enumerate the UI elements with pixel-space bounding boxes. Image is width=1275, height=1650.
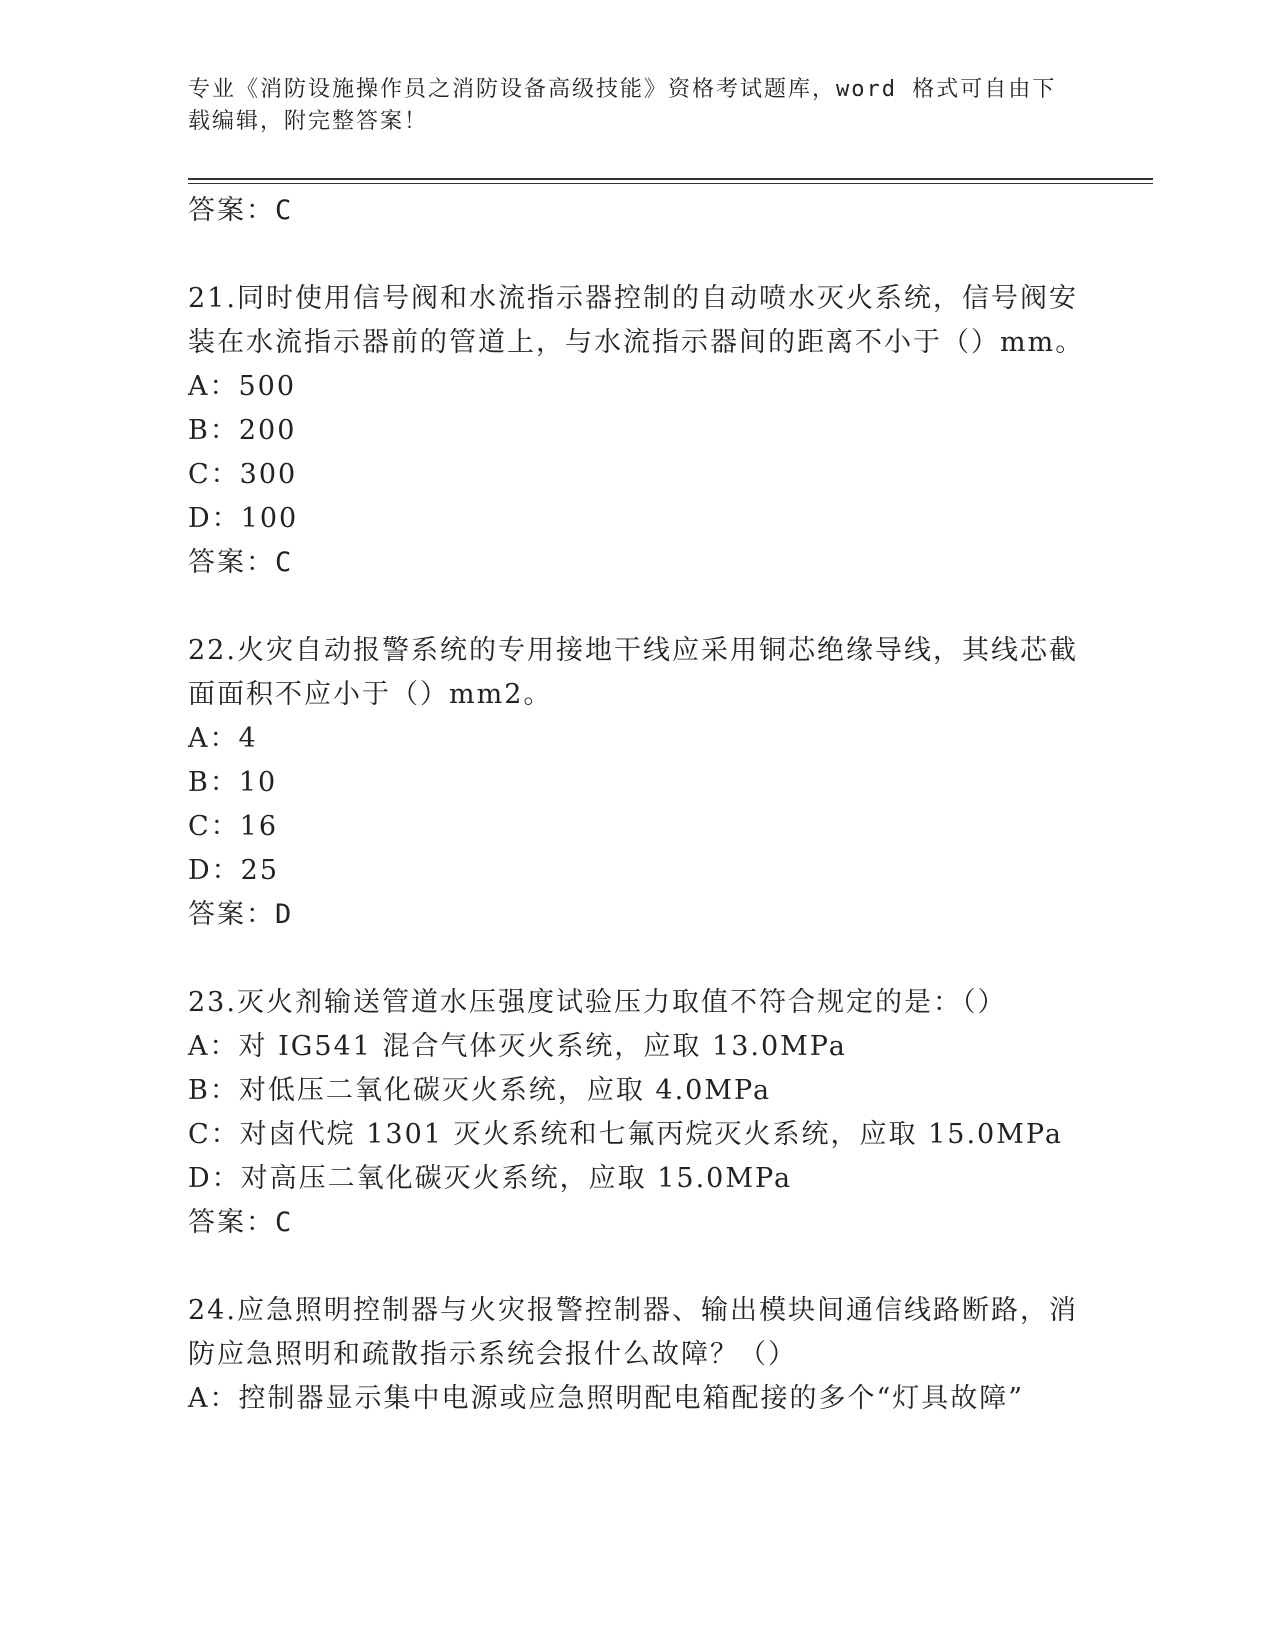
q23-option-a: A：对 IG541 混合气体灭火系统，应取 13.0MPa <box>188 1031 847 1062</box>
previous-answer: 答案：C <box>188 195 294 226</box>
q22-option-c: C：16 <box>188 811 279 842</box>
q21-answer: 答案：C <box>188 547 294 578</box>
q23-answer: 答案：C <box>188 1207 294 1238</box>
q22-option-d: D：25 <box>188 855 280 886</box>
q21-stem-line-2: 装在水流指示器前的管道上，与水流指示器间的距离不小于（）mm。 <box>188 327 1085 358</box>
q21-option-b: B：200 <box>188 415 297 446</box>
header-line-2: 载编辑，附完整答案！ <box>188 109 429 134</box>
q24-stem-line-1: 24.应急照明控制器与火灾报警控制器、输出模块间通信线路断路，消 <box>188 1295 1078 1326</box>
q22-answer: 答案：D <box>188 899 294 930</box>
header-line-1: 专业《消防设施操作员之消防设备高级技能》资格考试题库，word 格式可自由下 <box>188 77 1057 102</box>
q21-option-a: A：500 <box>188 371 297 402</box>
q23-option-b: B：对低压二氧化碳灭火系统，应取 4.0MPa <box>188 1075 772 1106</box>
q24-option-a: A：控制器显示集中电源或应急照明配电箱配接的多个“灯具故障” <box>188 1383 1025 1414</box>
header-rule-thin <box>188 183 1153 184</box>
q22-stem-line-1: 22.火灾自动报警系统的专用接地干线应采用铜芯绝缘导线，其线芯截 <box>188 635 1078 666</box>
q22-stem-line-2: 面面积不应小于（）mm2。 <box>188 679 553 710</box>
q23-option-d: D：对高压二氧化碳灭火系统，应取 15.0MPa <box>188 1163 793 1194</box>
header-rule-thick <box>188 178 1153 180</box>
q21-stem-line-1: 21.同时使用信号阀和水流指示器控制的自动喷水灭火系统，信号阀安 <box>188 283 1078 314</box>
q23-option-c: C：对卤代烷 1301 灭火系统和七氟丙烷灭火系统，应取 15.0MPa <box>188 1119 1063 1150</box>
q24-stem-line-2: 防应急照明和疏散指示系统会报什么故障？（） <box>188 1339 797 1370</box>
q22-option-a: A：4 <box>188 723 258 754</box>
q23-stem-line-1: 23.灭火剂输送管道水压强度试验压力取值不符合规定的是：（） <box>188 987 1007 1018</box>
document-header <box>188 74 1068 138</box>
q21-option-c: C：300 <box>188 459 298 490</box>
q22-option-b: B：10 <box>188 767 278 798</box>
q21-option-d: D：100 <box>188 503 299 534</box>
